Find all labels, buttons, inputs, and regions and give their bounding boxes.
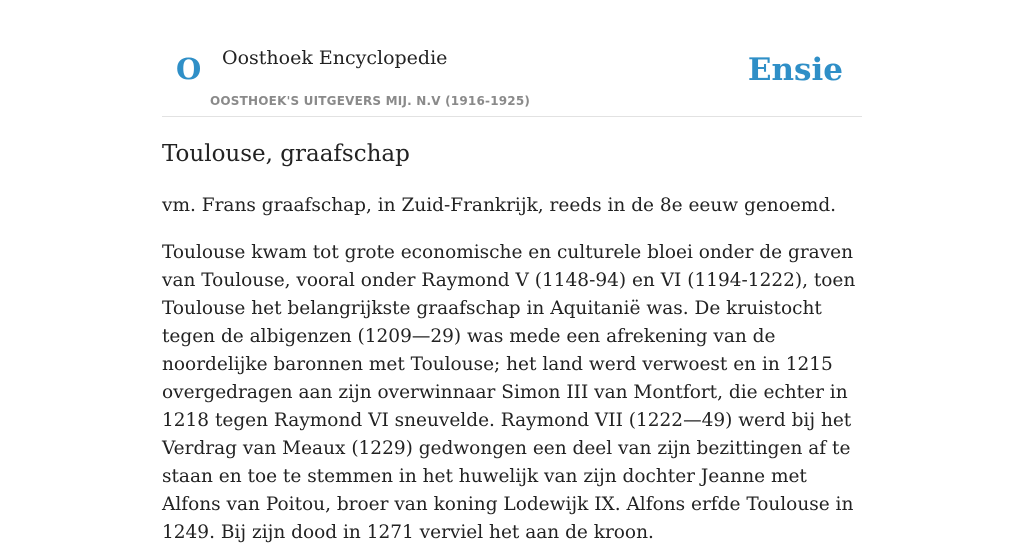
site-header — [162, 0, 862, 117]
ensie-brand-logo[interactable]: Ensie — [747, 52, 843, 88]
article — [162, 138, 862, 547]
encyclopedia-logo-letter[interactable]: O — [176, 52, 202, 86]
encyclopedia-title-link[interactable]: Oosthoek Encyclopedie — [222, 47, 448, 69]
publisher-subtitle: OOSTHOEK'S UITGEVERS MIJ. N.V (1916-1925) — [210, 94, 531, 108]
article-paragraph-intro: vm. Frans graafschap, in Zuid-Frankrijk, reeds in de 8e eeuw genoemd. — [162, 195, 837, 216]
article-title: Toulouse, graafschap — [162, 141, 410, 167]
article-paragraph-history: Toulouse kwam tot grote economische en culturele bloei onder de graven van Toulouse, vooral onder Raymond V (1148-94) en VI (1194-1222), toen Toulouse het belangrijkste graafschap in Aquitanië was. De kruistocht tegen de albigenzen (1209—29) was mede een afrekening van de noordelijke baronnen met Toulouse; het land werd verwoest en in 1215 overgedragen aan zijn overwinnaar Simon III van Montfort, die echter in 1218 tegen Raymond VI sneuvelde. Raymond VII (1222—49) werd bij het Verdrag van Meaux (1229) gedwongen een deel van zijn bezittingen af te staan en toe te stemmen in het huwelijk van zijn dochter Jeanne met Alfons van Poitou, broer van koning Lodewijk IX. Alfons erfde Toulouse in 1249. Bij zijn dood in 1271 verviel het aan de kroon. — [162, 242, 856, 543]
